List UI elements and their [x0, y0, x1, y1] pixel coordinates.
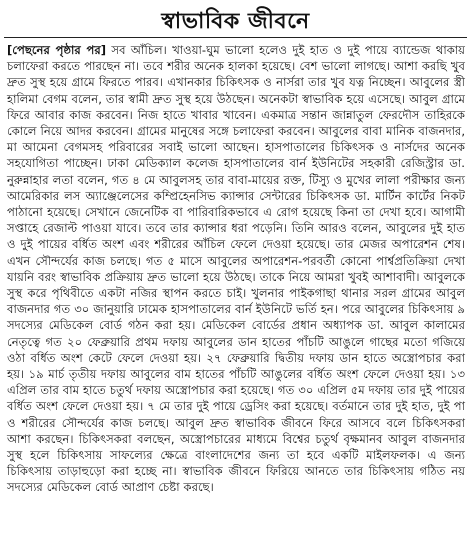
continued-from-previous-page-label: [পেছনের পৃষ্ঠার পর] — [7, 43, 107, 57]
headline-divider — [4, 37, 467, 38]
article-paragraph — [7, 42, 465, 496]
article-body-text: সব আঁচিল। খাওয়া-ঘুম ভালো হলেও দুই হাত ও দুই পায়ে ব্যান্ডেজ থাকায় চলাফেরা করতে পারছেন না। তবে শরীর অনেক হালকা হয়েছে। বেশ ভালো লাগছে। আশা করছি খুব দ্রুত সুস্থ হয়ে গ্রামে ফিরতে পারব। এখানকার চিকিৎসক ও নার্সরা তার খুব যত্ন নিচ্ছেন। আবুলের স্ত্রী হালিমা বেগম বলেন, তার স্বামী দ্রুত সুস্থ হয়ে উঠছেন। অনেকটা স্বাভাবিক হয়ে এসেছে। আবুল গ্রামে ফিরে আবার কাজ করবেন। নিজ হাতে খাবার খাবেন। একমাত্র সন্তান জান্নাতুল ফেরদৌস তাহিরকে কোলে নিয়ে আদর করবেন। গ্রামের মানুষের সঙ্গে চলাফেরা করবেন। আবুলের বাবা মানিক বাজনদার, মা আমেনা বেগমসহ পরিবারের সবাই ভালো আছেন। হাসপাতালের চিকিৎসক ও নার্সদের অনেক সহযোগিতা পাচ্ছেন। ঢাকা মেডিক্যাল কলেজ হাসপাতালের বার্ন ইউনিটের সহকারী রেজিস্ট্রার ডা. নুরুন্নাহার লতা বলেন, গত ৪ মে আবুলসহ তার বাবা-মায়ের রক্ত, টিস্যু ও মুখের লালা পরীক্ষার জন্য আমেরিকার লস অ্যাঞ্জেলেসের কম্প্রিহেনসিভ ক্যান্সার সেন্টারের চিকিৎসক ডা. মার্টিন কার্টের নিকট পাঠানো হয়েছে। সেখানে জেনেটিক বা পারিবারিকভাবে এ রোগ হয়েছে কিনা তা দেখা হবে। আগামী সপ্তাহে রেজাল্ট পাওয়া যাবে। তবে তার ক্যান্সার ধরা পড়েনি। তিনি আরও বলেন, আবুলের দুই হাত ও দুই পায়ের বর্ধিত অংশ এবং শরীরের আঁচিল ফেলে দেওয়া হয়েছে। তার মেজর অপারেশন শেষ। এখন সৌন্দর্যের কাজ চলছে। গত ৫ মাসে আবুলের অপারেশন-পরবর্তী কোনো পার্শ্বপ্রতিক্রিয়া দেখা যায়নি বরং স্বাভাবিক প্রক্রিয়ায় দ্রুত ভালো হয়ে উঠছে। তাকে নিয়ে আমরা খুবই আশাবাদী। আবুলকে সুস্থ করে পৃথিবীতে একটা নজির স্থাপন করতে চাই। খুলনার পাইকগাছা থানার সরল গ্রামের আবুল বাজনদার গত ৩০ জানুয়ারি ঢামেক হাসপাতালের বার্ন ইউনিটে ভর্তি হন। পরে আবুলের চিকিৎসায় ৯ সদস্যের মেডিকেল বোর্ড গঠন করা হয়। মেডিকেল বোর্ডের প্রধান অধ্যাপক ডা. আবুল কালামের নেতৃত্বে গত ২০ ফেব্রুয়ারি প্রথম দফায় আবুলের ডান হাতের পাঁচটি আঙুলে গাছের মতো গজিয়ে ওঠা বর্ধিত অংশ কেটে ফেলে দেওয়া হয়। ২৭ ফেব্রুয়ারি দ্বিতীয় দফায় ডান হাতে অস্ত্রোপচার করা হয়। ১৯ মার্চ তৃতীয় দফায় আবুলের বাম হাতের পাঁচটি আঙুলের বর্ধিত অংশ ফেলে দেওয়া হয়। ১৩ এপ্রিল তার বাম হাতে চতুর্থ দফায় অস্ত্রোপচার করা হয়েছে। গত ৩০ এপ্রিল ৫ম দফায় তার দুই পায়ের বর্ধিত অংশ ফেলে দেওয়া হয়। ৭ মে তার দুই পায়ে ড্রেসিং করা হয়েছে। বর্তমানে তার দুই হাত, দুই পা ও শরীরের সৌন্দর্যের কাজ চলছে। আবুল দ্রুত স্বাভাবিক জীবনে ফিরে আসবে বলে চিকিৎসকরা আশা করছেন। চিকিৎসকরা বলছেন, অস্ত্রোপচারের মাধ্যমে বিশ্বের চতুর্থ বৃক্ষমানব আবুল বাজনদার সুস্থ হলে চিকিৎসায় সাফল্যের ক্ষেত্রে বাংলাদেশের জন্য তা হবে একটি মাইলফলক। এ জন্য চিকিৎসায় তাড়াহুড়ো করা হচ্ছে না। স্বাভাবিক জীবনে ফিরিয়ে আনতে তার চিকিৎসায় গঠিত নয় সদস্যের মেডিকেল বোর্ড আপ্রাণ চেষ্টা করছে। — [7, 43, 466, 495]
article-headline: স্বাভাবিক জীবনে — [161, 8, 310, 34]
article-body — [7, 42, 465, 496]
cropped-top-line — [0, 0, 471, 6]
